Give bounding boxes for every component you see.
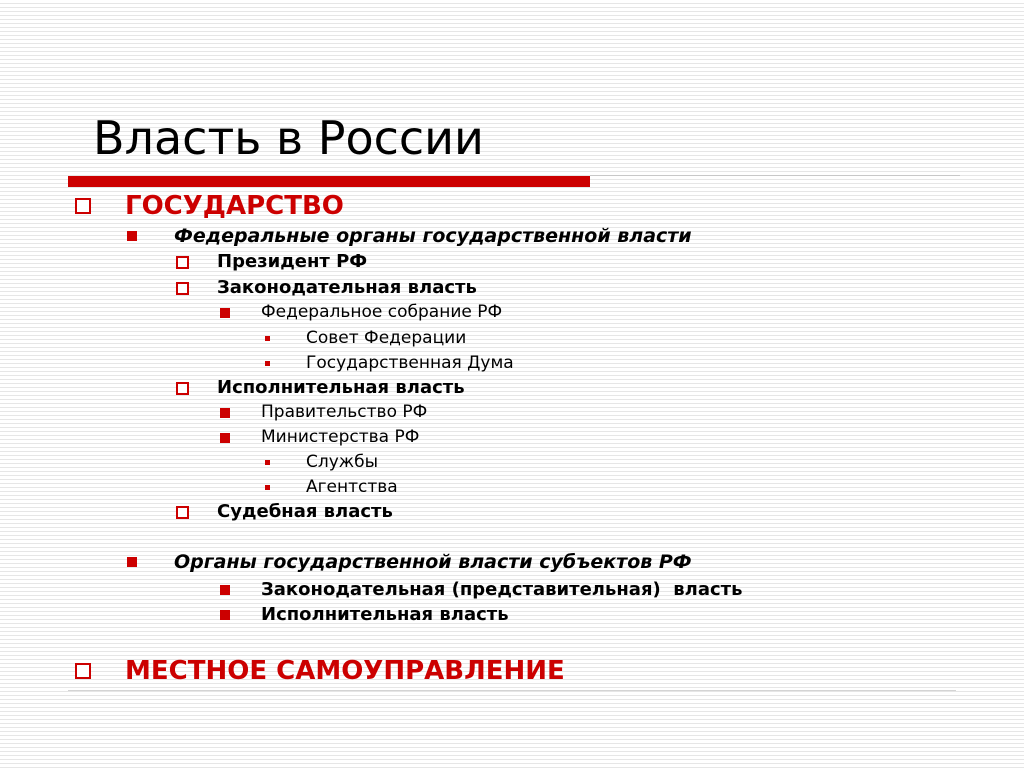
hollow-square-bullet-icon	[75, 663, 91, 679]
title-underline-thin	[590, 175, 960, 176]
small-square-bullet-icon	[265, 460, 270, 465]
government-label: Правительство РФ	[261, 402, 428, 422]
state-duma-label: Государственная Дума	[306, 353, 514, 373]
bottom-divider	[68, 690, 956, 691]
executive-label: Исполнительная власть	[217, 377, 465, 398]
legislative-label: Законодательная власть	[217, 277, 477, 298]
filled-square-bullet-icon	[220, 408, 230, 418]
filled-square-bullet-icon	[127, 231, 137, 241]
judicial-label: Судебная власть	[217, 501, 393, 522]
president-label: Президент РФ	[217, 251, 368, 272]
regional-label: Органы государственной власти субъектов РФ	[174, 551, 692, 573]
services-label: Службы	[306, 452, 379, 472]
small-square-bullet-icon	[265, 485, 270, 490]
local-label: МЕСТНОЕ САМОУПРАВЛЕНИЕ	[125, 656, 565, 686]
state-label: ГОСУДАРСТВО	[125, 191, 344, 221]
filled-square-bullet-icon	[220, 308, 230, 318]
hollow-square-bullet-icon	[176, 506, 189, 519]
agencies-label: Агентства	[306, 477, 398, 497]
federation-council-label: Совет Федерации	[306, 328, 467, 348]
regional-executive-label: Исполнительная власть	[261, 604, 509, 625]
hollow-square-bullet-icon	[75, 198, 91, 214]
small-square-bullet-icon	[265, 361, 270, 366]
hollow-square-bullet-icon	[176, 256, 189, 269]
hollow-square-bullet-icon	[176, 282, 189, 295]
federal-label: Федеральные органы государственной власти	[174, 225, 692, 247]
slide-title: Власть в России	[93, 111, 484, 165]
assembly-label: Федеральное собрание РФ	[261, 302, 503, 322]
small-square-bullet-icon	[265, 336, 270, 341]
title-underline-bar	[68, 176, 590, 187]
filled-square-bullet-icon	[127, 557, 137, 567]
filled-square-bullet-icon	[220, 585, 230, 595]
filled-square-bullet-icon	[220, 433, 230, 443]
filled-square-bullet-icon	[220, 610, 230, 620]
regional-legislative-label: Законодательная (представительная) власть	[261, 579, 743, 600]
ministries-label: Министерства РФ	[261, 427, 420, 447]
hollow-square-bullet-icon	[176, 382, 189, 395]
